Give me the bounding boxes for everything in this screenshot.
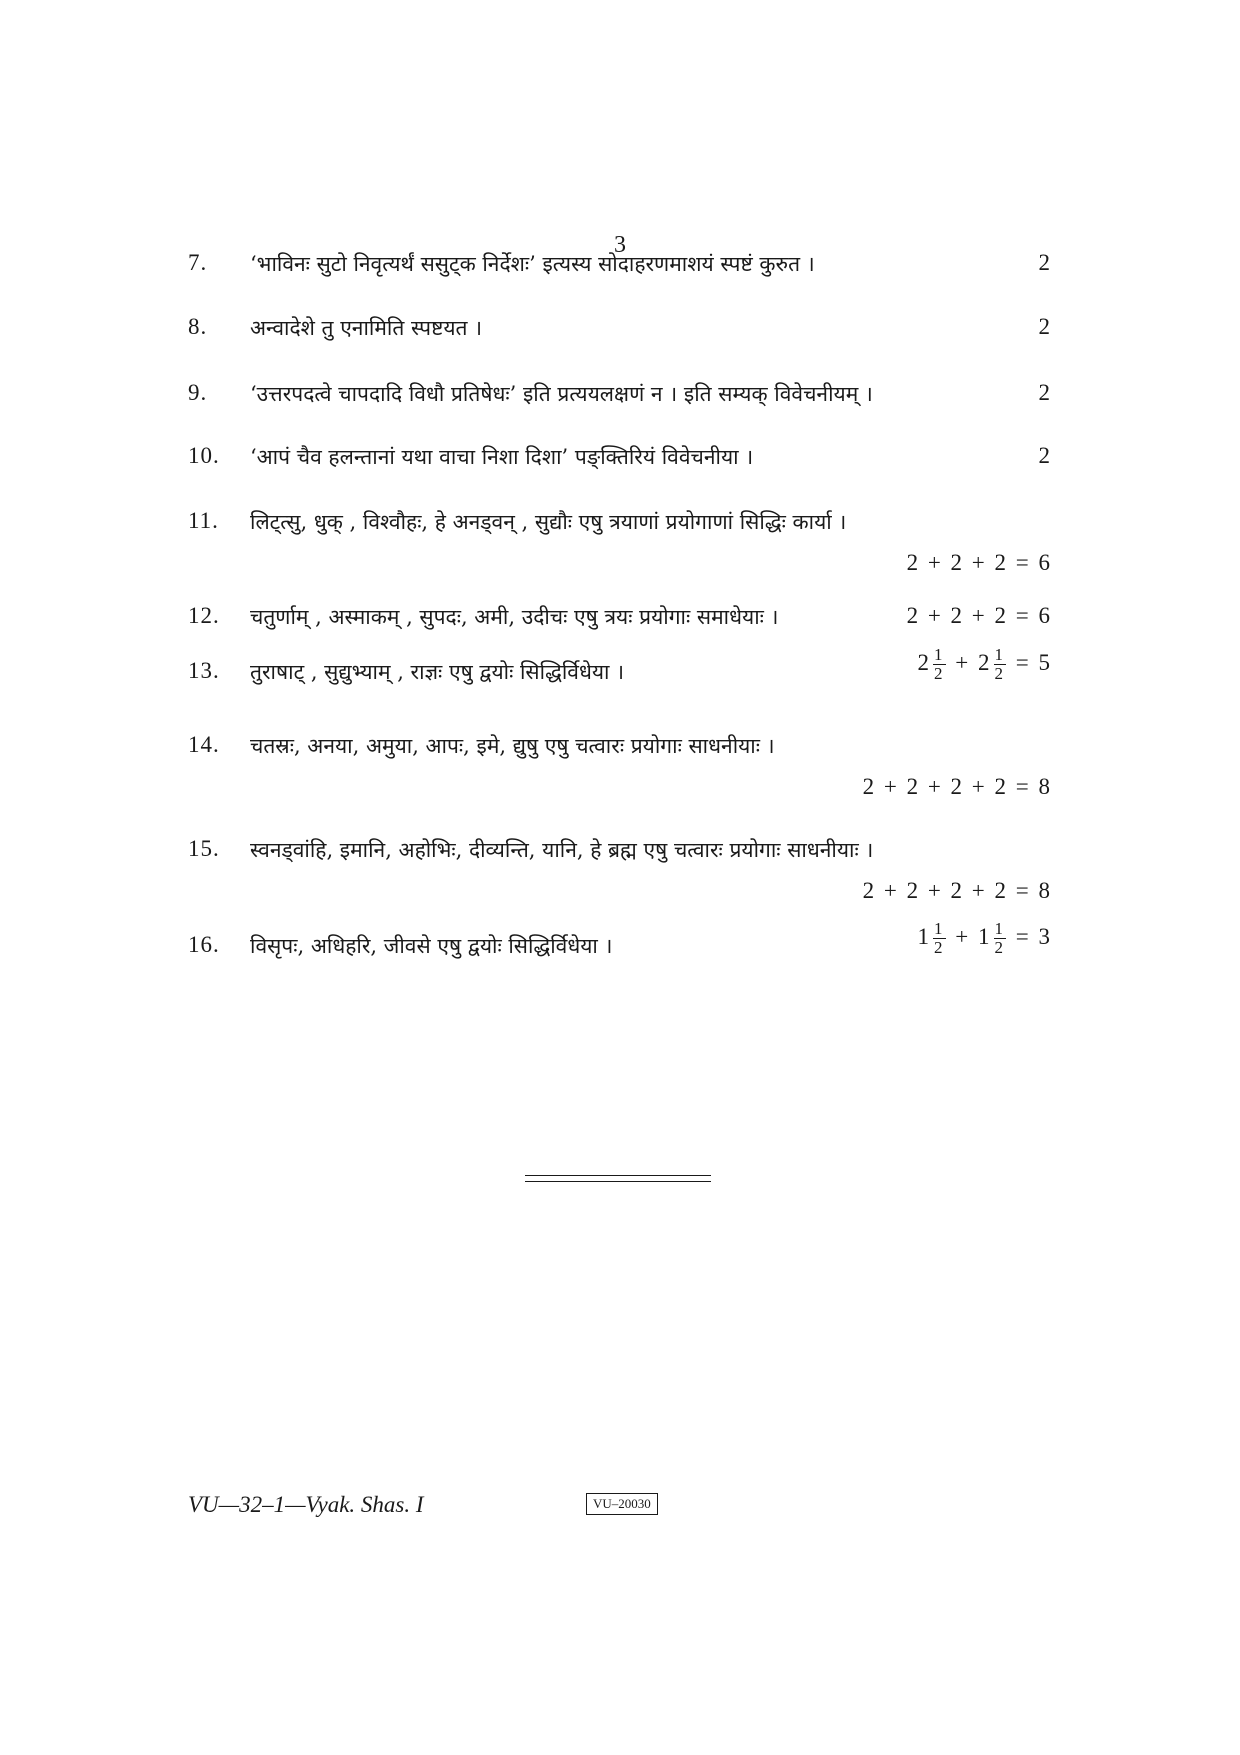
fraction-denominator: 2: [994, 664, 1006, 683]
fraction-numerator: 1: [934, 919, 945, 938]
question-text: चतुर्णाम् , अस्माकम् , सुपदः, अमी, उदीचः एषु त्रयः प्रयोगाः समाधेयाः ।: [250, 605, 779, 629]
question-number: 9.: [188, 380, 208, 405]
question-number: 12.: [188, 603, 220, 628]
question-number: 10.: [188, 443, 220, 468]
question-marks: 2: [1038, 443, 1052, 468]
fraction-denominator: 2: [934, 938, 945, 957]
question-marks: 2 + 2 + 2 + 2 = 8: [862, 774, 1052, 799]
marks-whole: 2: [978, 649, 992, 675]
question-number: 11.: [188, 508, 219, 533]
question-marks: 2 $\frac{1}{2}$ + 2 $\frac{1}{2}$ = 5: [917, 645, 1052, 683]
fraction-denominator: 2: [934, 664, 945, 683]
marks-whole: 2: [917, 649, 932, 675]
question-number: 8.: [188, 314, 208, 339]
question-marks: 2 + 2 + 2 = 6: [906, 603, 1052, 628]
question-text: चतस्रः, अनया, अमुया, आपः, इमे, द्युषु एषु चत्वारः प्रयोगाः साधनीयाः ।: [250, 734, 775, 758]
paper-code: VU—32–1—Vyak. Shas. I: [188, 1492, 424, 1517]
question-text: ‘भाविनः सुटो निवृत्यर्थं ससुट्क निर्देशः’ इत्यस्य सोदाहरणमाशयं स्पष्टं कुरुत ।: [250, 252, 815, 276]
marks-fraction: [994, 920, 1007, 957]
marks-total: = 3: [1015, 923, 1052, 949]
question-marks: 2: [1038, 380, 1052, 405]
end-of-paper-rule: [525, 1175, 711, 1182]
question-number: 16.: [188, 932, 220, 957]
question-marks: 2 + 2 + 2 + 2 = 8: [862, 878, 1052, 903]
marks-fraction: [933, 646, 946, 683]
fraction-numerator: 1: [994, 645, 1006, 664]
paper-code-badge: VU–20030: [586, 1493, 658, 1515]
marks-total: = 5: [1015, 649, 1052, 675]
marks-whole: 1: [917, 923, 932, 949]
question-marks: 1 $\frac{1}{2}$ + 1 $\frac{1}{2}$ = 3: [917, 919, 1052, 957]
question-text: ‘उत्तरपदत्वे चापदादि विधौ प्रतिषेधः’ इति प्रत्ययलक्षणं न । इति सम्यक् विवेचनीयम् ।: [250, 382, 873, 406]
question-text: ‘आपं चैव हलन्तानां यथा वाचा निशा दिशा’ पङ्क्तिरियं विवेचनीया ।: [250, 445, 754, 469]
question-number: 7.: [188, 250, 208, 275]
page-number: 3: [614, 232, 626, 258]
question-text: लिट्त्सु, धुक् , विश्वौहः, हे अनड्वन् , सुद्यौः एषु त्रयाणां प्रयोगाणां सिद्धिः कार्या ।: [250, 510, 847, 534]
fraction-numerator: 1: [934, 645, 945, 664]
question-text: विसृपः, अधिहरि, जीवसे एषु द्वयोः सिद्धिर्विधेया ।: [250, 934, 613, 958]
marks-fraction: [933, 920, 946, 957]
marks-whole: 1: [978, 923, 992, 949]
question-marks: 2: [1038, 250, 1052, 275]
question-text: अन्वादेशे तु एनामिति स्पष्टयत ।: [250, 316, 483, 340]
question-number: 14.: [188, 732, 220, 757]
fraction-denominator: 2: [994, 938, 1006, 957]
question-text: स्वनड्वांहि, इमानि, अहोभिः, दीव्यन्ति, यानि, हे ब्रह्म एषु चत्वारः प्रयोगाः साधनीयाः ।: [250, 838, 874, 862]
fraction-numerator: 1: [994, 919, 1006, 938]
question-number: 13.: [188, 658, 220, 683]
question-marks: 2: [1038, 314, 1052, 339]
question-marks: 2 + 2 + 2 = 6: [906, 550, 1052, 575]
question-number: 15.: [188, 836, 220, 861]
marks-fraction: [994, 646, 1007, 683]
question-text: तुराषाट् , सुद्युभ्याम् , राज्ञः एषु द्वयोः सिद्धिर्विधेया ।: [250, 660, 625, 684]
